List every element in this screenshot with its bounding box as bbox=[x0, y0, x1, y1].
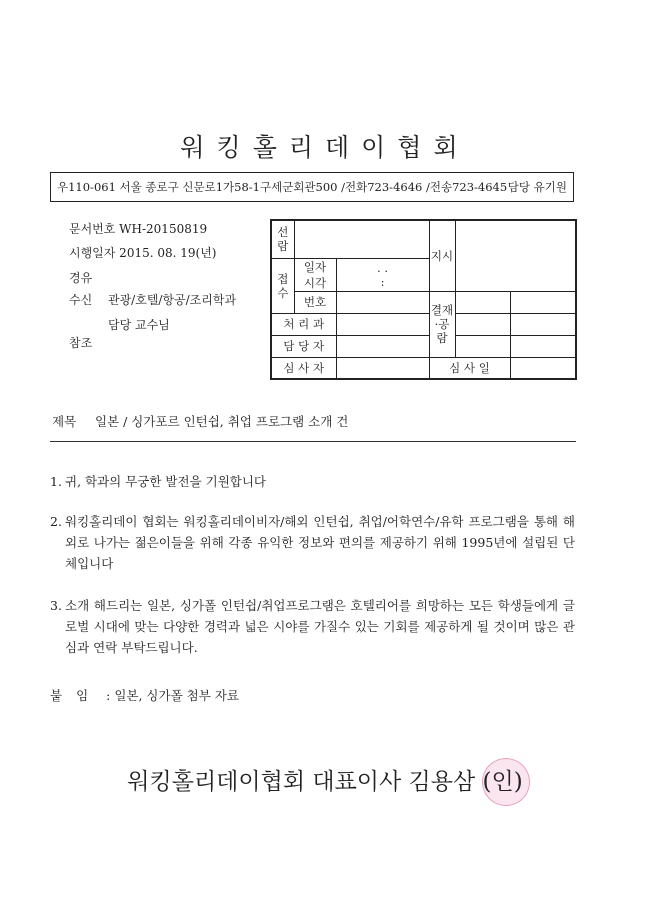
address-contact: 담당 유기원 bbox=[507, 180, 567, 194]
paragraph-number: 1. bbox=[50, 474, 62, 489]
instructions-blank bbox=[455, 220, 576, 291]
recipient-line2: 담당 교수님 bbox=[108, 318, 170, 332]
paragraph-3 bbox=[50, 595, 575, 658]
reviewer: 심 사 자 bbox=[271, 357, 336, 379]
approval-label: 결재·공람 bbox=[429, 291, 455, 357]
paragraph-text: 소개 해드리는 일본, 싱가폴 인턴쉽/취업프로그램은 호텔리어를 희망하는 모든 학생들에게 글로벌 시대에 맞는 다양한 경력과 넓은 시야를 가질수 있는 기회를 제공하게 될 것이며 많은 관심과 연락 부탁드립니다. bbox=[65, 598, 575, 655]
receipt-top-blank bbox=[294, 220, 429, 258]
person-in-charge: 담 당 자 bbox=[271, 335, 336, 357]
person-in-charge-value bbox=[336, 335, 429, 357]
reference-label: 참조 bbox=[69, 336, 93, 350]
paragraph-text: 워킹홀리데이 협회는 워킹홀리데이비자/해외 인턴쉽, 취업/어학연수/유학 프로그램을 통해 해외로 나가는 젊은이들을 위해 각종 유익한 정보와 편의를 제공하기 위해 1995년에 설립된 단체입니다 bbox=[65, 514, 575, 571]
approval-cell-2 bbox=[510, 291, 576, 313]
signature bbox=[0, 763, 650, 796]
via-label: 경유 bbox=[69, 271, 93, 285]
receipt-top-cell: 선람 bbox=[271, 220, 294, 258]
doc-number: 문서번호 WH-20150819 bbox=[69, 222, 208, 236]
paragraph-1 bbox=[50, 471, 575, 492]
approval-cell-1 bbox=[455, 291, 510, 313]
recipient-label: 수신 bbox=[69, 293, 93, 307]
subject-text: 일본 / 싱가포르 인턴쉽, 취업 프로그램 소개 건 bbox=[95, 414, 349, 429]
subject-label: 제목 bbox=[52, 414, 77, 429]
processing-dept: 처 리 과 bbox=[271, 313, 336, 335]
number-value bbox=[336, 291, 429, 313]
approval-table bbox=[270, 219, 577, 380]
receipt-cell: 접수 bbox=[271, 258, 294, 313]
paragraph-number: 3. bbox=[50, 598, 62, 613]
review-date-value bbox=[510, 357, 576, 379]
address-box bbox=[50, 172, 574, 202]
paragraph-text: 귀, 학과의 무궁한 발전을 기원합니다 bbox=[65, 474, 266, 489]
approval-cell-6 bbox=[510, 335, 576, 357]
instructions-cell: 지시 bbox=[429, 220, 455, 291]
attachment bbox=[50, 686, 239, 704]
document-title: 워킹홀리데이협회 bbox=[180, 133, 470, 162]
reviewer-value bbox=[336, 357, 429, 379]
recipient-line1: 관광/호텔/항공/조리학과 bbox=[108, 293, 237, 307]
paragraph-number: 2. bbox=[50, 514, 62, 529]
attachment-label: 붙임 bbox=[50, 688, 103, 703]
issue-date: 시행일자 2015. 08. 19(년) bbox=[69, 246, 217, 260]
paragraph-2 bbox=[50, 511, 575, 574]
attachment-text: : 일본, 싱가폴 첨부 자료 bbox=[106, 688, 239, 703]
seal-text: (인) bbox=[482, 769, 523, 795]
date-time-value: . . : bbox=[336, 258, 429, 291]
address-line: 우110-061 서울 종로구 신문로1가58-1구세군회관500 /전화723-4646 /전송723-4645 bbox=[57, 180, 508, 194]
review-date: 심 사 일 bbox=[429, 357, 510, 379]
signature-text: 워킹홀리데이협회 대표이사 김용삼 bbox=[127, 769, 476, 795]
approval-cell-4 bbox=[510, 313, 576, 335]
approval-cell-5 bbox=[455, 335, 510, 357]
divider bbox=[50, 441, 576, 442]
approval-cell-3 bbox=[455, 313, 510, 335]
number-label: 번호 bbox=[294, 291, 336, 313]
processing-dept-value bbox=[336, 313, 429, 335]
date-time-label: 일자 시각 bbox=[294, 258, 336, 291]
